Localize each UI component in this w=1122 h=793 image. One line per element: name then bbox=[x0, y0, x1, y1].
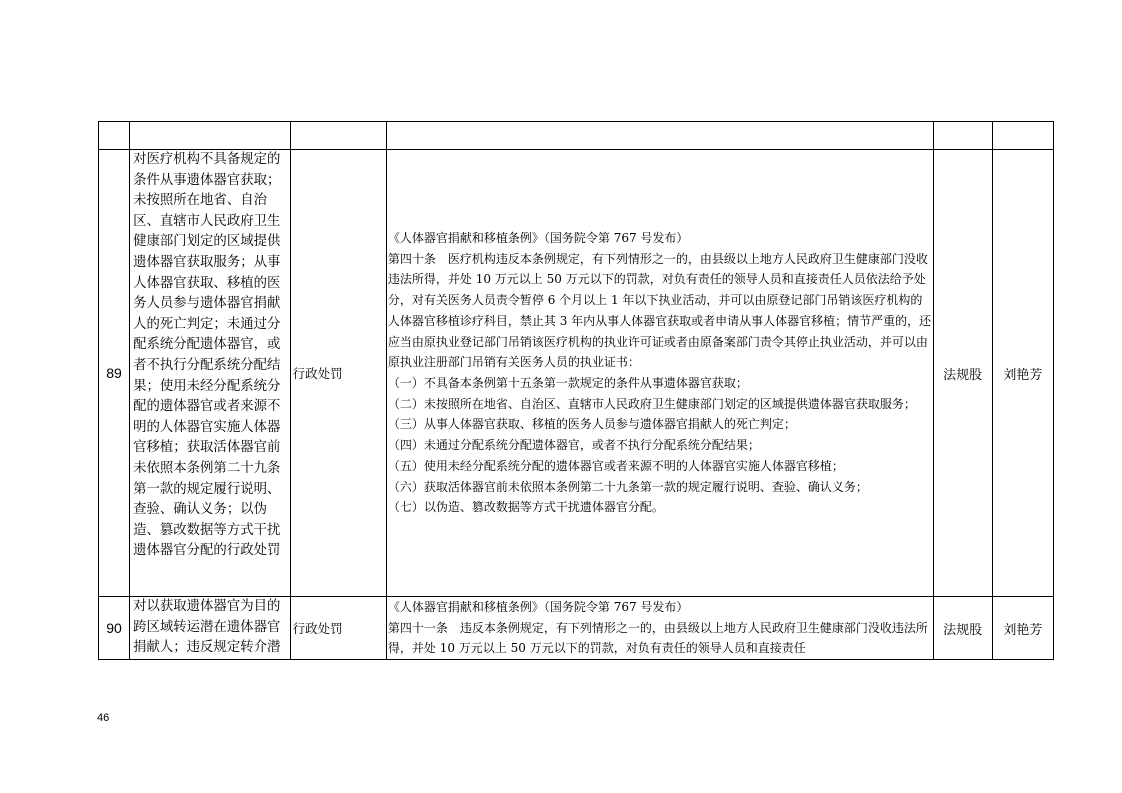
responsible-person-cell: 刘艳芳 bbox=[992, 150, 1053, 597]
department-cell: 法规股 bbox=[933, 597, 992, 660]
legal-basis-cell bbox=[386, 150, 933, 597]
blank-cell bbox=[386, 122, 933, 150]
row-number: 89 bbox=[99, 150, 130, 597]
basis-source: 《人体器官捐献和移植条例》（国务院令第 767 号发布） bbox=[387, 231, 689, 246]
document-table bbox=[98, 121, 1054, 660]
basis-clause: （二）未按照所在地省、自治区、直辖市人民政府卫生健康部门划定的区域提供遗体器官获取服务； bbox=[387, 396, 916, 411]
table-row bbox=[99, 597, 1054, 660]
blank-cell bbox=[290, 122, 386, 150]
page-number: 46 bbox=[97, 712, 110, 724]
basis-clause: （四）未通过分配系统分配遗体器官，或者不执行分配系统分配结果； bbox=[387, 438, 760, 453]
blank-cell bbox=[130, 122, 291, 150]
item-name-cell: 对医疗机构不具备规定的条件从事遗体器官获取；未按照所在地省、自治区、直辖市人民政府卫生健康部门划定的区域提供遗体器官获取服务；从事人体器官获取、移植的医务人员参与遗体器官捐献人的死亡判定；未通过分配系统分配遗体器官，或者不执行分配系统分配结果；使用未经分配系统分配的遗体器官或者来源不明的人体器官实施人体器官移植；获取活体器官前未依照本条例第二十九条第一款的规定履行说明、查验、确认义务；以伪造、篡改数据等方式干扰遗体器官分配的行政处罚 bbox=[130, 150, 291, 597]
basis-article: 第四十一条 违反本条例规定，有下列情形之一的，由县级以上地方人民政府卫生健康部门没收违法所得，并处 10 万元以上 50 万元以下的罚款，对负有责任的领导人员和直接责任 bbox=[387, 620, 928, 656]
item-name-text: 对以获取遗体器官为目的跨区域转运潜在遗体器官捐献人；违反规定转介潜 bbox=[133, 599, 281, 656]
basis-clause: （六）获取活体器官前未依照本条例第二十九条第一款的规定履行说明、查验、确认义务； bbox=[387, 479, 868, 494]
power-type-cell: 行政处罚 bbox=[290, 597, 386, 660]
blank-cell bbox=[992, 122, 1053, 150]
table-row bbox=[99, 150, 1054, 597]
blank-cell bbox=[99, 122, 130, 150]
responsible-person-cell: 刘艳芳 bbox=[992, 597, 1053, 660]
basis-source: 《人体器官捐献和移植条例》（国务院令第 767 号发布） bbox=[387, 600, 689, 614]
row-number: 90 bbox=[99, 597, 130, 660]
legal-basis-cell bbox=[386, 597, 933, 660]
basis-clause: （五）使用未经分配系统分配的遗体器官或者来源不明的人体器官实施人体器官移植； bbox=[387, 458, 844, 473]
table-row-blank bbox=[99, 122, 1054, 150]
basis-clause: （一）不具备本条例第十五条第一款规定的条件从事遗体器官获取； bbox=[387, 376, 748, 390]
basis-clause: （七）以伪造、篡改数据等方式干扰遗体器官分配。 bbox=[387, 500, 664, 515]
item-name-cell bbox=[130, 597, 291, 660]
basis-article: 第四十条 医疗机构违反本条例规定，有下列情形之一的，由县级以上地方人民政府卫生健康部门没收违法所得，并处 10 万元以上 50 万元以下的罚款，对负有责任的领导人员和直接责任人员依法给予处分，对有关医务人员责令暂停 6 个月以上 1 年以下执业活动，并可以由原登记部门吊销该医疗机构的人体器官移植诊疗科目，禁止其 3 年内从事人体器官获取或者申请从事人体器官移植；情节严重的，还应当由原执业登记部门吊销该医疗机构的执业许可证或者由原备案部门责令其停止执业活动，并可以由原执业注册部门吊销有关医务人员的执业证书： bbox=[387, 251, 932, 370]
basis-clause: （三）从事人体器官获取、移植的医务人员参与遗体器官捐献人的死亡判定； bbox=[387, 417, 796, 432]
blank-cell bbox=[933, 122, 992, 150]
department-cell: 法规股 bbox=[933, 150, 992, 597]
power-type-cell: 行政处罚 bbox=[290, 150, 386, 597]
legal-basis-text bbox=[388, 597, 933, 659]
